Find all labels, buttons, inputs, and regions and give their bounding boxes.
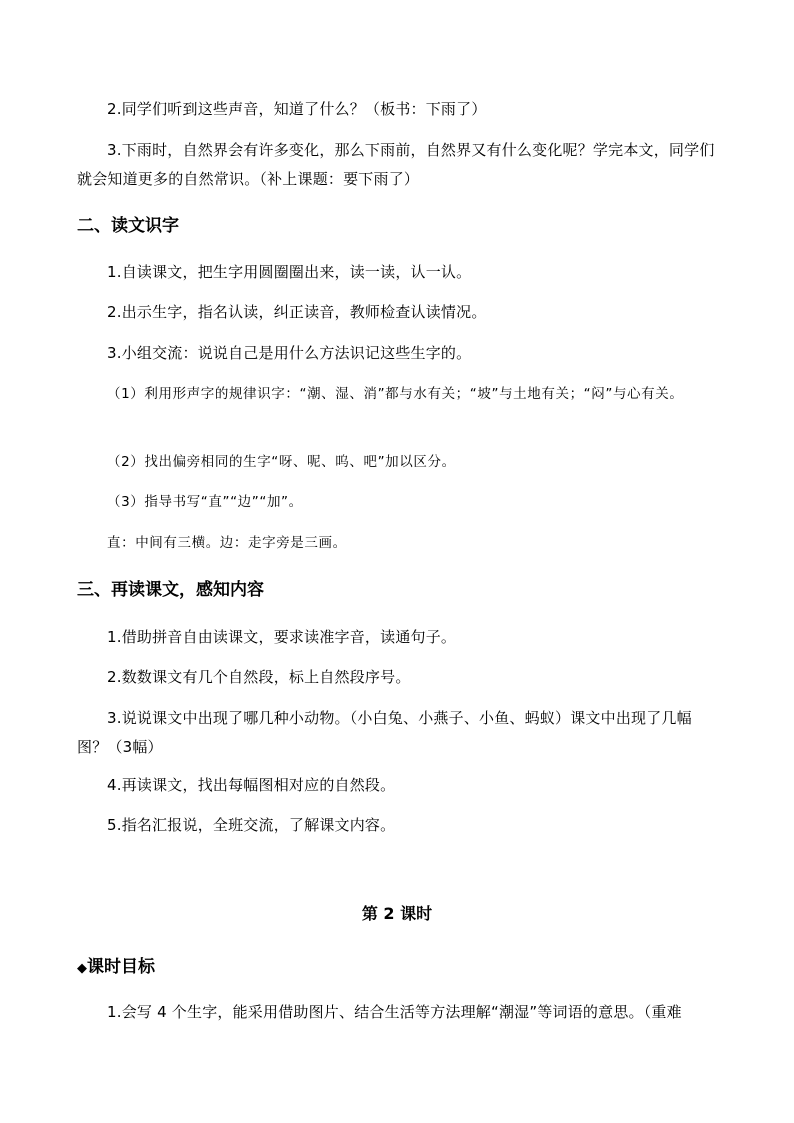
section-3-heading: 三、再读课文，感知内容 xyxy=(77,580,264,600)
section-2-sub-1: （1）利用形声字的规律识字：“潮、湿、消”都与水有关；“坡”与土地有关；“闷”与心有关。 xyxy=(107,386,684,402)
lesson-2-title: 第 2 课时 xyxy=(361,904,433,923)
section-2-item-3: 3.小组交流：说说自己是用什么方法识记这些生字的。 xyxy=(107,344,472,362)
section-3-item-2: 2.数数课文有几个自然段，标上自然段序号。 xyxy=(107,668,411,686)
section-3-item-3: 3.说说课文中出现了哪几种小动物。（小白兔、小燕子、小鱼、蚂蚁）课文中出现了几幅图？（3幅） xyxy=(77,709,692,756)
intro-item-2: 2.同学们听到这些声音，知道了什么？（板书：下雨了） xyxy=(107,100,487,118)
section-2-note: 直：中间有三横。边：走字旁是三画。 xyxy=(107,535,347,551)
lesson-goal-item-1: 1.会写 4 个生字，能采用借助图片、结合生活等方法理解“潮湿”等词语的意思。（重难 xyxy=(107,1003,682,1021)
section-3-item-1: 1.借助拼音自由读课文，要求读准字音，读通句子。 xyxy=(107,628,457,646)
section-2-sub-3: （3）指导书写“直”“边”“加”。 xyxy=(107,494,303,510)
section-2-heading: 二、读文识字 xyxy=(77,216,179,236)
section-2-item-1: 1.自读课文，把生字用圆圈圈出来，读一读，认一认。 xyxy=(107,263,472,281)
intro-item-3: 3.下雨时，自然界会有许多变化，那么下雨前，自然界又有什么变化呢？学完本文，同学们就会知道更多的自然常识。（补上课题：要下雨了） xyxy=(77,141,715,188)
section-2-sub-2: （2）找出偏旁相同的生字“呀、呢、呜、吧”加以区分。 xyxy=(107,454,456,470)
section-3-item-5: 5.指名汇报说，全班交流，了解课文内容。 xyxy=(107,816,396,834)
section-3-item-4: 4.再读课文，找出每幅图相对应的自然段。 xyxy=(107,776,396,794)
lesson-goal-heading xyxy=(77,955,155,981)
lesson-goal-heading-text: 课时目标 xyxy=(87,957,155,977)
diamond-bullet-icon: ◆ xyxy=(77,961,87,976)
section-2-item-2: 2.出示生字，指名认读，纠正读音，教师检查认读情况。 xyxy=(107,303,487,321)
